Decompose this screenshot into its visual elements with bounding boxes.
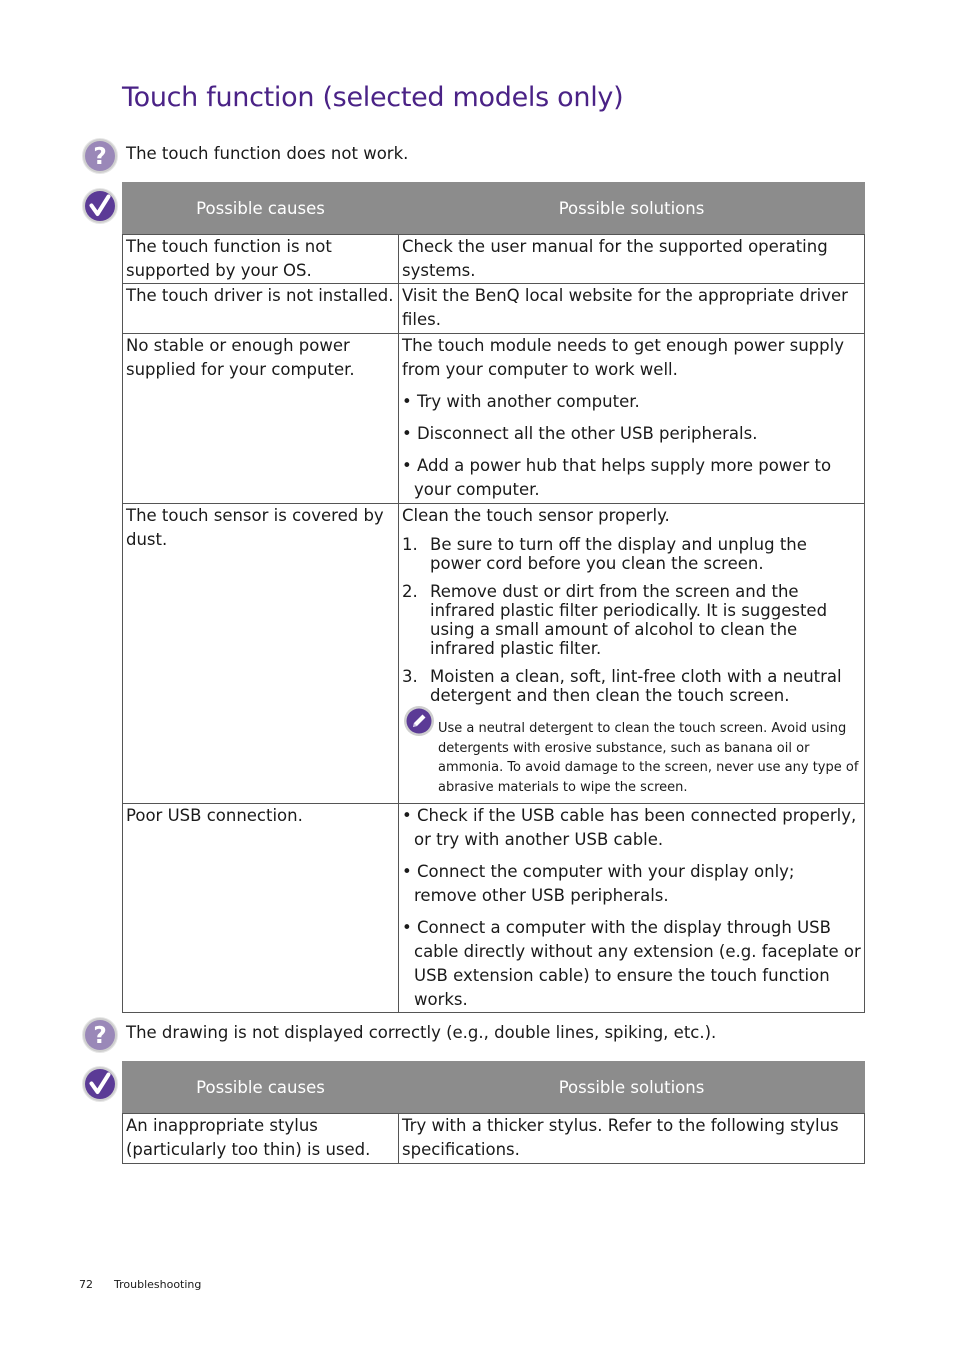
list-item xyxy=(402,582,862,658)
solution-cell: Try with a thicker stylus. Refer to the following stylus specifications. xyxy=(399,1114,865,1164)
check-icon xyxy=(81,187,119,225)
note-text: Use a neutral detergent to clean the touch screen. Avoid using detergents with erosive substance, such as banana oil or ammonia. To avoid damage to the screen, never use any type of abrasive materials to wipe the screen. xyxy=(438,721,859,795)
cause-cell: The touch function is not supported by your OS. xyxy=(123,235,399,284)
step-number: 2. xyxy=(402,582,418,601)
solution-intro: Clean the touch sensor properly. xyxy=(402,506,670,525)
list-item xyxy=(402,667,862,705)
solution-intro: The touch module needs to get enough power supply from your computer to work well. xyxy=(402,336,844,379)
step-number: 1. xyxy=(402,535,418,554)
solution-cell: Check the user manual for the supported operating systems. xyxy=(399,235,865,284)
table-row xyxy=(123,334,865,504)
question-icon xyxy=(81,137,119,175)
table-row xyxy=(123,804,865,1013)
step-number: 3. xyxy=(402,667,418,686)
cleaning-steps xyxy=(402,535,862,705)
question-text: The touch function does not work. xyxy=(126,144,409,163)
list-item: • Connect a computer with the display through USB cable directly without any extension (e.g. faceplate or USB extension cable) to ensure the touch function works. xyxy=(402,918,861,1009)
step-text: Remove dust or dirt from the screen and the infrared plastic filter periodically. It is suggested using a small amount of alcohol to clean the infrared plastic filter. xyxy=(430,582,828,658)
page-number: 72 xyxy=(79,1278,93,1291)
step-text: Be sure to turn off the display and unplug the power cord before you clean the screen. xyxy=(430,535,807,573)
table-row xyxy=(123,1114,865,1164)
svg-text:?: ? xyxy=(93,144,107,170)
note xyxy=(402,719,862,797)
list-item xyxy=(402,535,862,573)
troubleshooting-table-touch xyxy=(122,182,865,1013)
cause-cell: An inappropriate stylus (particularly too thin) is used. xyxy=(123,1114,399,1164)
footer-section-label: Troubleshooting xyxy=(114,1278,202,1291)
solution-cell xyxy=(399,804,865,1013)
cause-cell: The touch sensor is covered by dust. xyxy=(123,504,399,804)
pencil-icon xyxy=(403,705,435,737)
list-item: • Add a power hub that helps supply more power to your computer. xyxy=(402,456,832,499)
header-possible-causes: Possible causes xyxy=(123,1062,399,1114)
solution-cell: Visit the BenQ local website for the appropriate driver files. xyxy=(399,284,865,334)
list-item: • Connect the computer with your display only; remove other USB peripherals. xyxy=(402,862,795,905)
solution-cell xyxy=(399,504,865,804)
cause-cell: Poor USB connection. xyxy=(123,804,399,1013)
question-icon xyxy=(81,1016,119,1054)
solution-cell xyxy=(399,334,865,504)
question-text: The drawing is not displayed correctly (e.g., double lines, spiking, etc.). xyxy=(126,1023,717,1042)
header-possible-causes: Possible causes xyxy=(123,183,399,235)
header-possible-solutions: Possible solutions xyxy=(399,183,865,235)
cause-cell: No stable or enough power supplied for your computer. xyxy=(123,334,399,504)
troubleshooting-table-drawing xyxy=(122,1061,865,1164)
table-row xyxy=(123,504,865,804)
svg-text:?: ? xyxy=(93,1023,107,1049)
list-item: • Try with another computer. xyxy=(402,392,640,411)
check-icon xyxy=(81,1065,119,1103)
list-item: • Check if the USB cable has been connected properly, or try with another USB cable. xyxy=(402,806,857,849)
table-row xyxy=(123,284,865,334)
step-text: Moisten a clean, soft, lint-free cloth with a neutral detergent and then clean the touch screen. xyxy=(430,667,842,705)
list-item: • Disconnect all the other USB peripherals. xyxy=(402,424,758,443)
table-row xyxy=(123,235,865,284)
cause-cell: The touch driver is not installed. xyxy=(123,284,399,334)
header-possible-solutions: Possible solutions xyxy=(399,1062,865,1114)
page-title: Touch function (selected models only) xyxy=(122,82,624,113)
